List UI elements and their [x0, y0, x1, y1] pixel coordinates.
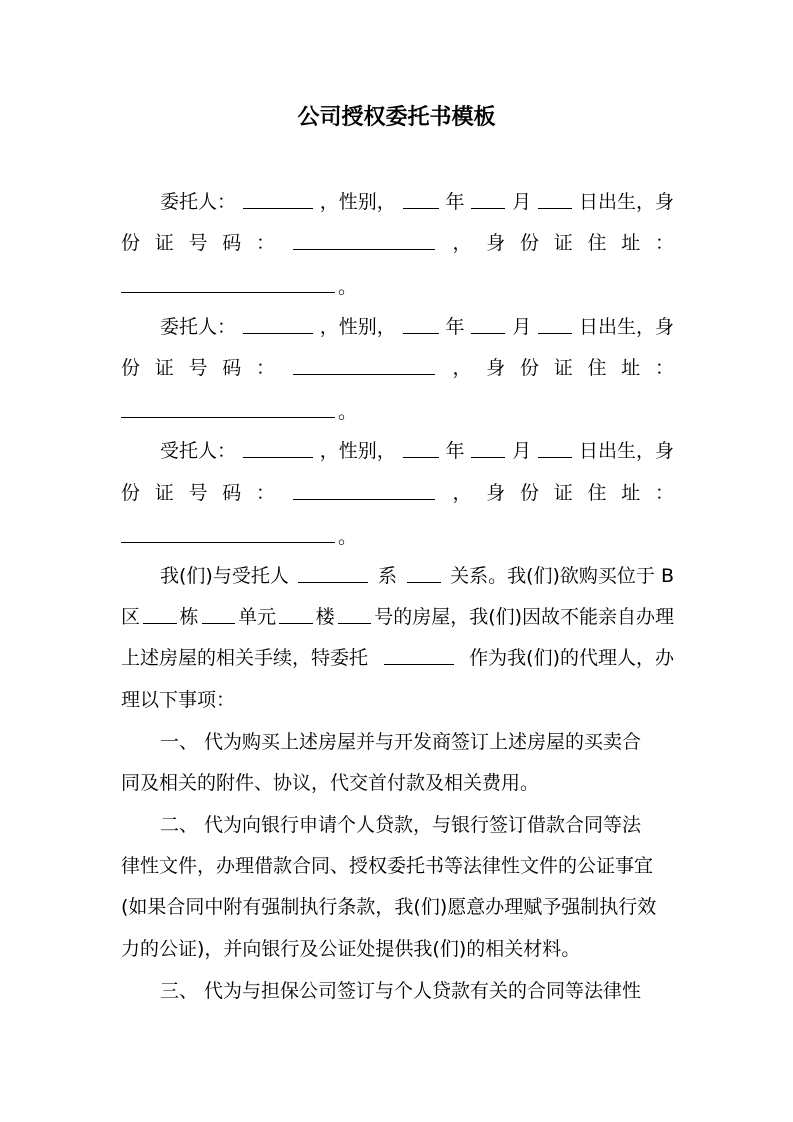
id-number-blank — [293, 479, 435, 500]
id-line — [121, 229, 674, 257]
char: ， — [452, 482, 472, 504]
text-seg: 月 — [512, 191, 532, 213]
text-seg: ，性别， — [319, 316, 396, 338]
text-seg: 日出生，身 — [578, 191, 674, 213]
text-seg: 委托人： — [160, 191, 237, 213]
blank — [384, 644, 454, 665]
text-seg: 日出生，身 — [578, 440, 674, 462]
address-line — [121, 272, 674, 301]
text-seg: 关系。我(们)欲购买位于 B — [450, 565, 674, 587]
char: 证 — [154, 232, 174, 254]
year-blank — [403, 437, 439, 458]
char: ： — [654, 482, 674, 504]
text-seg: 作为我(们)的代理人，办 — [469, 647, 674, 669]
blank — [298, 562, 368, 583]
day-blank — [538, 313, 572, 334]
text-seg: 委托人： — [160, 316, 237, 338]
day-blank — [538, 437, 572, 458]
name-blank — [243, 313, 313, 334]
char: 证 — [553, 357, 573, 379]
char: 址 — [621, 232, 641, 254]
char: 码 — [222, 357, 242, 379]
day-blank — [538, 188, 572, 209]
property-line — [121, 603, 674, 631]
text-seg: 年 — [445, 440, 465, 462]
char: ： — [256, 482, 276, 504]
item-3-line: 三、 代为与担保公司签订与个人贷款有关的合同等法律性 — [160, 980, 642, 1002]
text-seg: ，性别， — [319, 191, 396, 213]
text-seg: 区 — [121, 606, 141, 628]
address-blank — [121, 272, 335, 293]
entrust-line — [121, 644, 674, 672]
char: 证 — [154, 482, 174, 504]
year-blank — [403, 188, 439, 209]
blank — [338, 603, 372, 624]
month-blank — [471, 437, 505, 458]
char: 证 — [553, 232, 573, 254]
name-blank — [243, 437, 313, 458]
address-blank — [121, 522, 335, 543]
char: ： — [654, 357, 674, 379]
month-blank — [471, 188, 505, 209]
text-seg: 受托人： — [160, 440, 237, 462]
char: 号 — [188, 232, 208, 254]
text-seg: 号的房屋，我(们)因故不能亲自办理 — [374, 606, 675, 628]
blank — [407, 562, 441, 583]
paragraph-line: 同及相关的附件、协议，代交首付款及相关费用。 — [121, 772, 540, 794]
relationship-line — [160, 562, 674, 590]
paragraph-line: (如果合同中附有强制执行条款，我(们)愿意办理赋予强制执行效 — [121, 896, 657, 918]
char: 住 — [587, 482, 607, 504]
char: 址 — [621, 482, 641, 504]
blank — [279, 603, 313, 624]
char: ， — [452, 232, 472, 254]
paragraph-line: 力的公证)，并向银行及公证处提供我(们)的相关材料。 — [121, 938, 581, 960]
text-seg: 月 — [512, 440, 532, 462]
char: 份 — [121, 357, 141, 379]
period: 。 — [338, 401, 358, 423]
text-seg: 年 — [445, 191, 465, 213]
char: 住 — [587, 357, 607, 379]
period: 。 — [338, 526, 358, 548]
principal-2-line — [160, 313, 674, 341]
char: ， — [452, 357, 472, 379]
address-line — [121, 397, 674, 426]
char: 证 — [154, 357, 174, 379]
id-line — [121, 479, 674, 507]
item-2-line: 二、 代为向银行申请个人贷款，与银行签订借款合同等法 — [160, 814, 642, 836]
text-seg: ，性别， — [319, 440, 396, 462]
char: 身 — [486, 357, 506, 379]
text-seg: 楼 — [315, 606, 335, 628]
paragraph-line: 理以下事项： — [121, 689, 236, 711]
text-seg: 我(们)与受托人 — [160, 565, 289, 587]
agent-line — [160, 437, 674, 465]
char: 码 — [222, 482, 242, 504]
period: 。 — [338, 276, 358, 298]
text-seg: 日出生，身 — [578, 316, 674, 338]
document-title: 公司授权委托书模板 — [297, 105, 496, 130]
name-blank — [243, 188, 313, 209]
id-number-blank — [293, 354, 435, 375]
blank — [202, 603, 236, 624]
char: 份 — [121, 232, 141, 254]
char: 身 — [486, 232, 506, 254]
char: 证 — [553, 482, 573, 504]
id-line — [121, 354, 674, 382]
char: 份 — [519, 482, 539, 504]
text-seg: 系 — [377, 565, 397, 587]
char: 份 — [121, 482, 141, 504]
char: ： — [256, 357, 276, 379]
char: 码 — [222, 232, 242, 254]
id-number-blank — [293, 229, 435, 250]
text-seg: 上述房屋的相关手续，特委托 — [121, 647, 369, 669]
paragraph-line: 律性文件，办理借款合同、授权委托书等法律性文件的公证事宜 — [121, 855, 654, 877]
char: ： — [256, 232, 276, 254]
text-seg: 单元 — [238, 606, 277, 628]
char: 址 — [621, 357, 641, 379]
blank — [143, 603, 177, 624]
char: 份 — [519, 357, 539, 379]
year-blank — [403, 313, 439, 334]
item-1-line: 一、 代为购买上述房屋并与开发商签订上述房屋的买卖合 — [160, 731, 642, 753]
text-seg: 月 — [512, 316, 532, 338]
char: ： — [654, 232, 674, 254]
text-seg: 年 — [445, 316, 465, 338]
char: 号 — [188, 482, 208, 504]
char: 份 — [519, 232, 539, 254]
principal-1-line — [160, 188, 674, 216]
address-blank — [121, 397, 335, 418]
char: 住 — [587, 232, 607, 254]
month-blank — [471, 313, 505, 334]
char: 号 — [188, 357, 208, 379]
address-line — [121, 522, 674, 551]
char: 身 — [486, 482, 506, 504]
text-seg: 栋 — [179, 606, 199, 628]
